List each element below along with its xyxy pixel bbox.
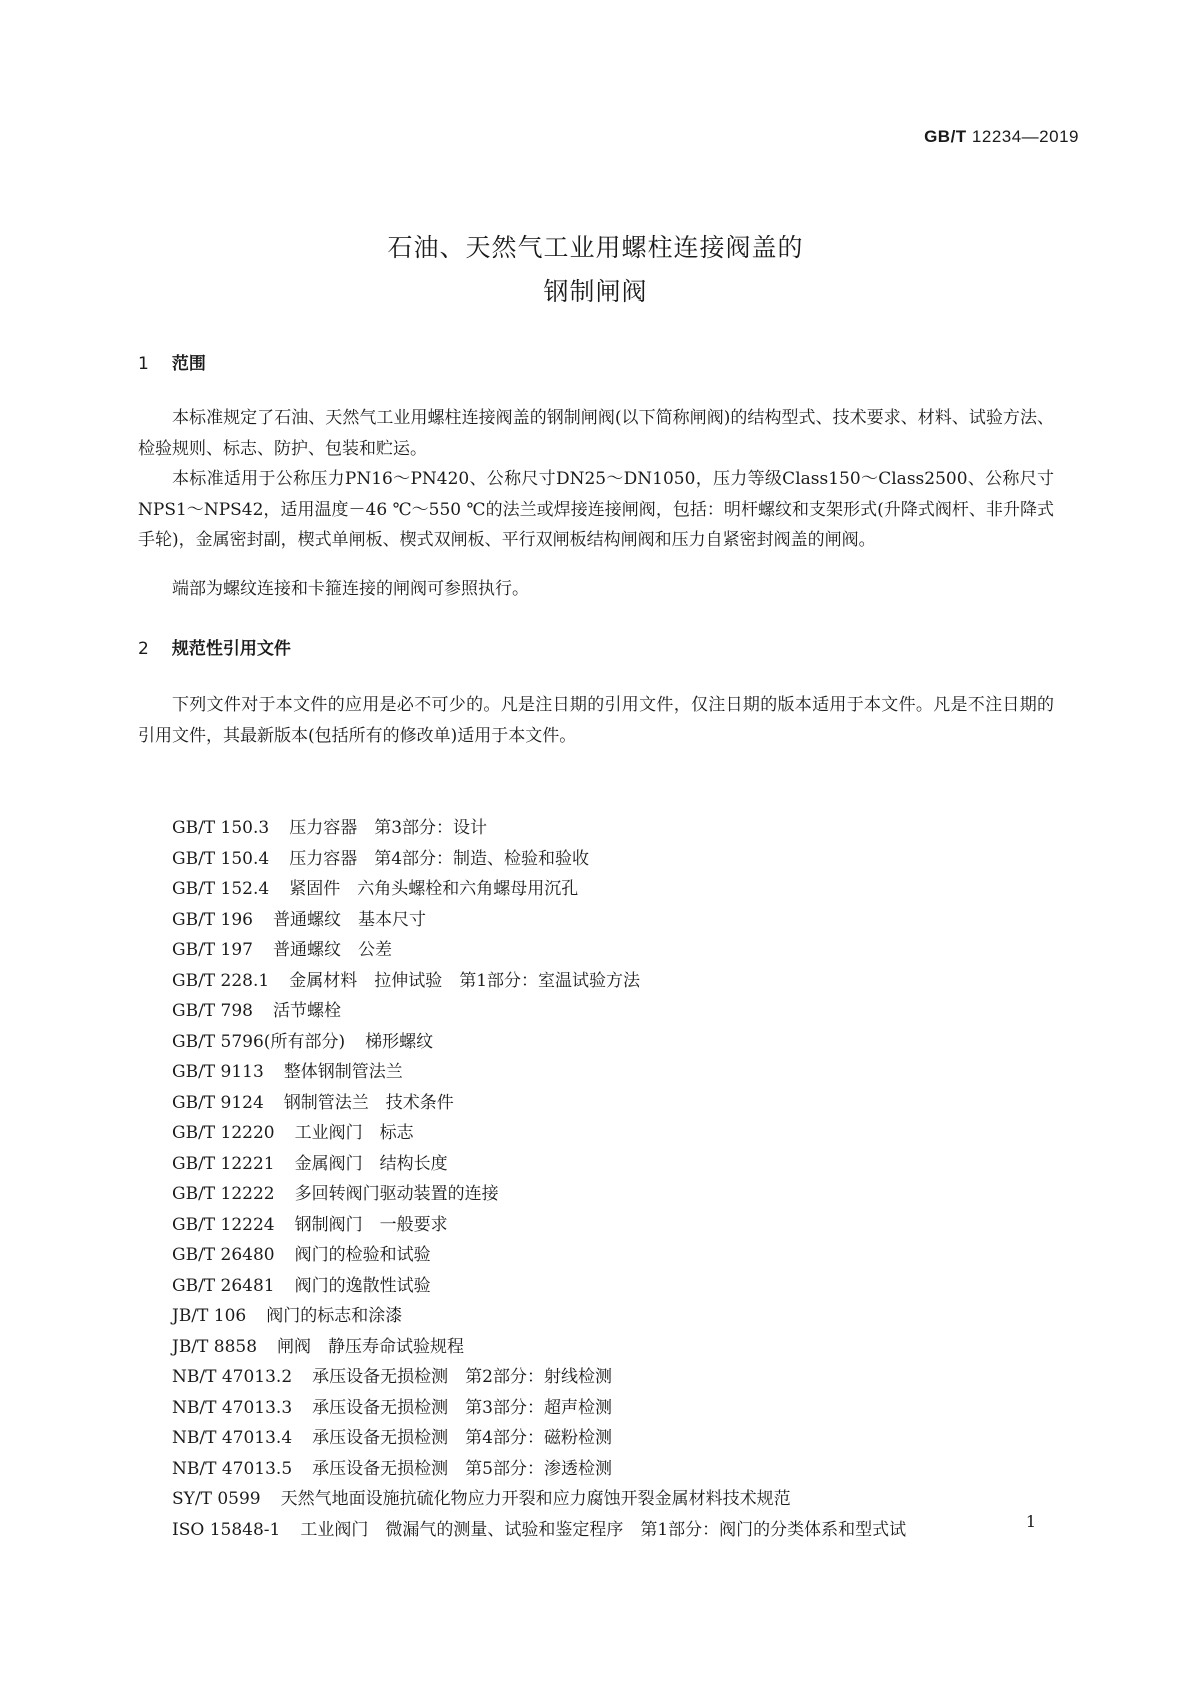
reference-item — [172, 1149, 1072, 1180]
normative-references-list — [172, 813, 1072, 1545]
reference-title: 整体钢制管法兰 — [283, 1062, 403, 1082]
reference-item — [172, 844, 1072, 875]
reference-title: 压力容器 第3部分：设计 — [289, 818, 488, 838]
reference-title: 工业阀门 微漏气的测量、试验和鉴定程序 第1部分：阀门的分类体系和型式试 — [300, 1519, 907, 1540]
section-2-intro: 下列文件对于本文件的应用是必不可少的。凡是注日期的引用文件，仅注日期的版本适用于本文件。凡是不注日期的引用文件，其最新版本(包括所有的修改单)适用于本文件。 — [138, 695, 1054, 746]
reference-title: 紧固件 六角头螺栓和六角螺母用沉孔 — [289, 879, 579, 899]
reference-code: NB/T 47013.5 — [172, 1458, 293, 1479]
section-2-number: 2 — [138, 639, 149, 659]
reference-item — [172, 1118, 1072, 1149]
reference-item — [172, 996, 1072, 1027]
standard-code-number: 12234—2019 — [971, 127, 1079, 146]
reference-item — [172, 874, 1072, 905]
reference-title: 承压设备无损检测 第3部分：超声检测 — [312, 1397, 612, 1418]
reference-title: 普通螺纹 公差 — [273, 940, 392, 960]
reference-item — [172, 966, 1072, 997]
reference-title: 闸阀 静压寿命试验规程 — [277, 1336, 465, 1357]
standard-code-prefix: GB/T — [924, 127, 967, 146]
reference-item — [172, 905, 1072, 936]
reference-item — [172, 1240, 1072, 1271]
reference-code: GB/T 228.1 — [172, 970, 270, 991]
reference-code: NB/T 47013.3 — [172, 1397, 293, 1418]
reference-title: 压力容器 第4部分：制造、检验和验收 — [289, 848, 590, 869]
reference-code: GB/T 5796(所有部分) — [172, 1031, 346, 1052]
reference-code: GB/T 150.4 — [172, 848, 270, 869]
reference-title: 阀门的逸散性试验 — [294, 1275, 431, 1296]
document-title — [0, 226, 1191, 314]
reference-title: 承压设备无损检测 第2部分：射线检测 — [312, 1367, 612, 1387]
reference-item — [172, 1210, 1072, 1241]
document-title-line2: 钢制闸阀 — [543, 277, 648, 306]
reference-code: NB/T 47013.2 — [172, 1367, 293, 1387]
reference-title: 工业阀门 标志 — [294, 1123, 414, 1143]
reference-item — [172, 1393, 1072, 1424]
reference-code: GB/T 26481 — [172, 1275, 275, 1296]
reference-code: GB/T 26480 — [172, 1245, 275, 1265]
section-1-title: 范围 — [171, 354, 206, 374]
reference-code: GB/T 150.3 — [172, 818, 270, 838]
section-2-title: 规范性引用文件 — [171, 639, 291, 659]
reference-code: GB/T 798 — [172, 1001, 253, 1021]
reference-item — [172, 1301, 1072, 1332]
reference-title: 承压设备无损检测 第4部分：磁粉检测 — [312, 1428, 612, 1448]
reference-item — [172, 1515, 1072, 1546]
reference-item — [172, 1271, 1072, 1302]
reference-title: 金属材料 拉伸试验 第1部分：室温试验方法 — [289, 970, 641, 991]
reference-item — [172, 1088, 1072, 1119]
reference-code: NB/T 47013.4 — [172, 1428, 293, 1448]
reference-title: 阀门的检验和试验 — [294, 1245, 431, 1265]
section-1-paragraph-1: 本标准规定了石油、天然气工业用螺柱连接阀盖的钢制闸阀(以下简称闸阀)的结构型式、技术要求、材料、试验方法、检验规则、标志、防护、包装和贮运。 — [138, 408, 1054, 459]
reference-code: SY/T 0599 — [172, 1489, 261, 1509]
reference-code: GB/T 197 — [172, 940, 253, 960]
reference-code: JB/T 106 — [172, 1306, 247, 1326]
reference-code: GB/T 9124 — [172, 1092, 264, 1113]
document-title-line1: 石油、天然气工业用螺柱连接阀盖的 — [387, 233, 804, 262]
reference-item — [172, 1454, 1072, 1485]
reference-code: GB/T 152.4 — [172, 879, 270, 899]
reference-title: 梯形螺纹 — [365, 1031, 434, 1052]
reference-title: 普通螺纹 基本尺寸 — [273, 909, 426, 930]
reference-code: GB/T 12224 — [172, 1214, 275, 1235]
reference-title: 天然气地面设施抗硫化物应力开裂和应力腐蚀开裂金属材料技术规范 — [280, 1489, 791, 1509]
reference-item — [172, 935, 1072, 966]
section-2-heading — [138, 634, 291, 659]
reference-title: 活节螺栓 — [273, 1001, 341, 1021]
reference-item — [172, 1057, 1072, 1088]
reference-code: GB/T 12222 — [172, 1184, 275, 1204]
section-1-number: 1 — [138, 354, 149, 374]
reference-item — [172, 1484, 1072, 1515]
reference-title: 钢制阀门 一般要求 — [294, 1214, 448, 1235]
reference-code: ISO 15848-1 — [172, 1519, 281, 1540]
reference-item — [172, 813, 1072, 844]
reference-title: 承压设备无损检测 第5部分：渗透检测 — [312, 1458, 612, 1479]
reference-title: 金属阀门 结构长度 — [294, 1153, 448, 1174]
reference-title: 多回转阀门驱动装置的连接 — [294, 1184, 499, 1204]
standard-code — [924, 127, 1079, 147]
reference-item — [172, 1027, 1072, 1058]
reference-item — [172, 1179, 1072, 1210]
reference-title: 阀门的标志和涂漆 — [266, 1306, 403, 1326]
page-number: 1 — [1025, 1512, 1036, 1531]
reference-code: GB/T 12221 — [172, 1153, 275, 1174]
reference-code: GB/T 12220 — [172, 1123, 275, 1143]
reference-item — [172, 1332, 1072, 1363]
reference-code: GB/T 9113 — [172, 1062, 264, 1082]
reference-code: JB/T 8858 — [172, 1336, 258, 1357]
reference-code: GB/T 196 — [172, 909, 253, 930]
reference-item — [172, 1362, 1072, 1393]
section-1-paragraph-2: 本标准适用于公称压力PN16～PN420、公称尺寸DN25～DN1050，压力等级Class150～Class2500、公称尺寸NPS1～NPS42，适用温度－46 ℃～550 ℃的法兰或焊接连接闸阀，包括：明杆螺纹和支架形式(升降式阀杆、非升降式手轮)，金属密封副，楔式单闸板、楔式双闸板、平行双闸板结构闸阀和压力自紧密封阀盖的闸阀。 — [138, 469, 1054, 550]
section-1-paragraph-3: 端部为螺纹连接和卡箍连接的闸阀可参照执行。 — [172, 579, 529, 599]
section-1-heading — [138, 349, 206, 374]
reference-item — [172, 1423, 1072, 1454]
reference-title: 钢制管法兰 技术条件 — [283, 1092, 454, 1113]
